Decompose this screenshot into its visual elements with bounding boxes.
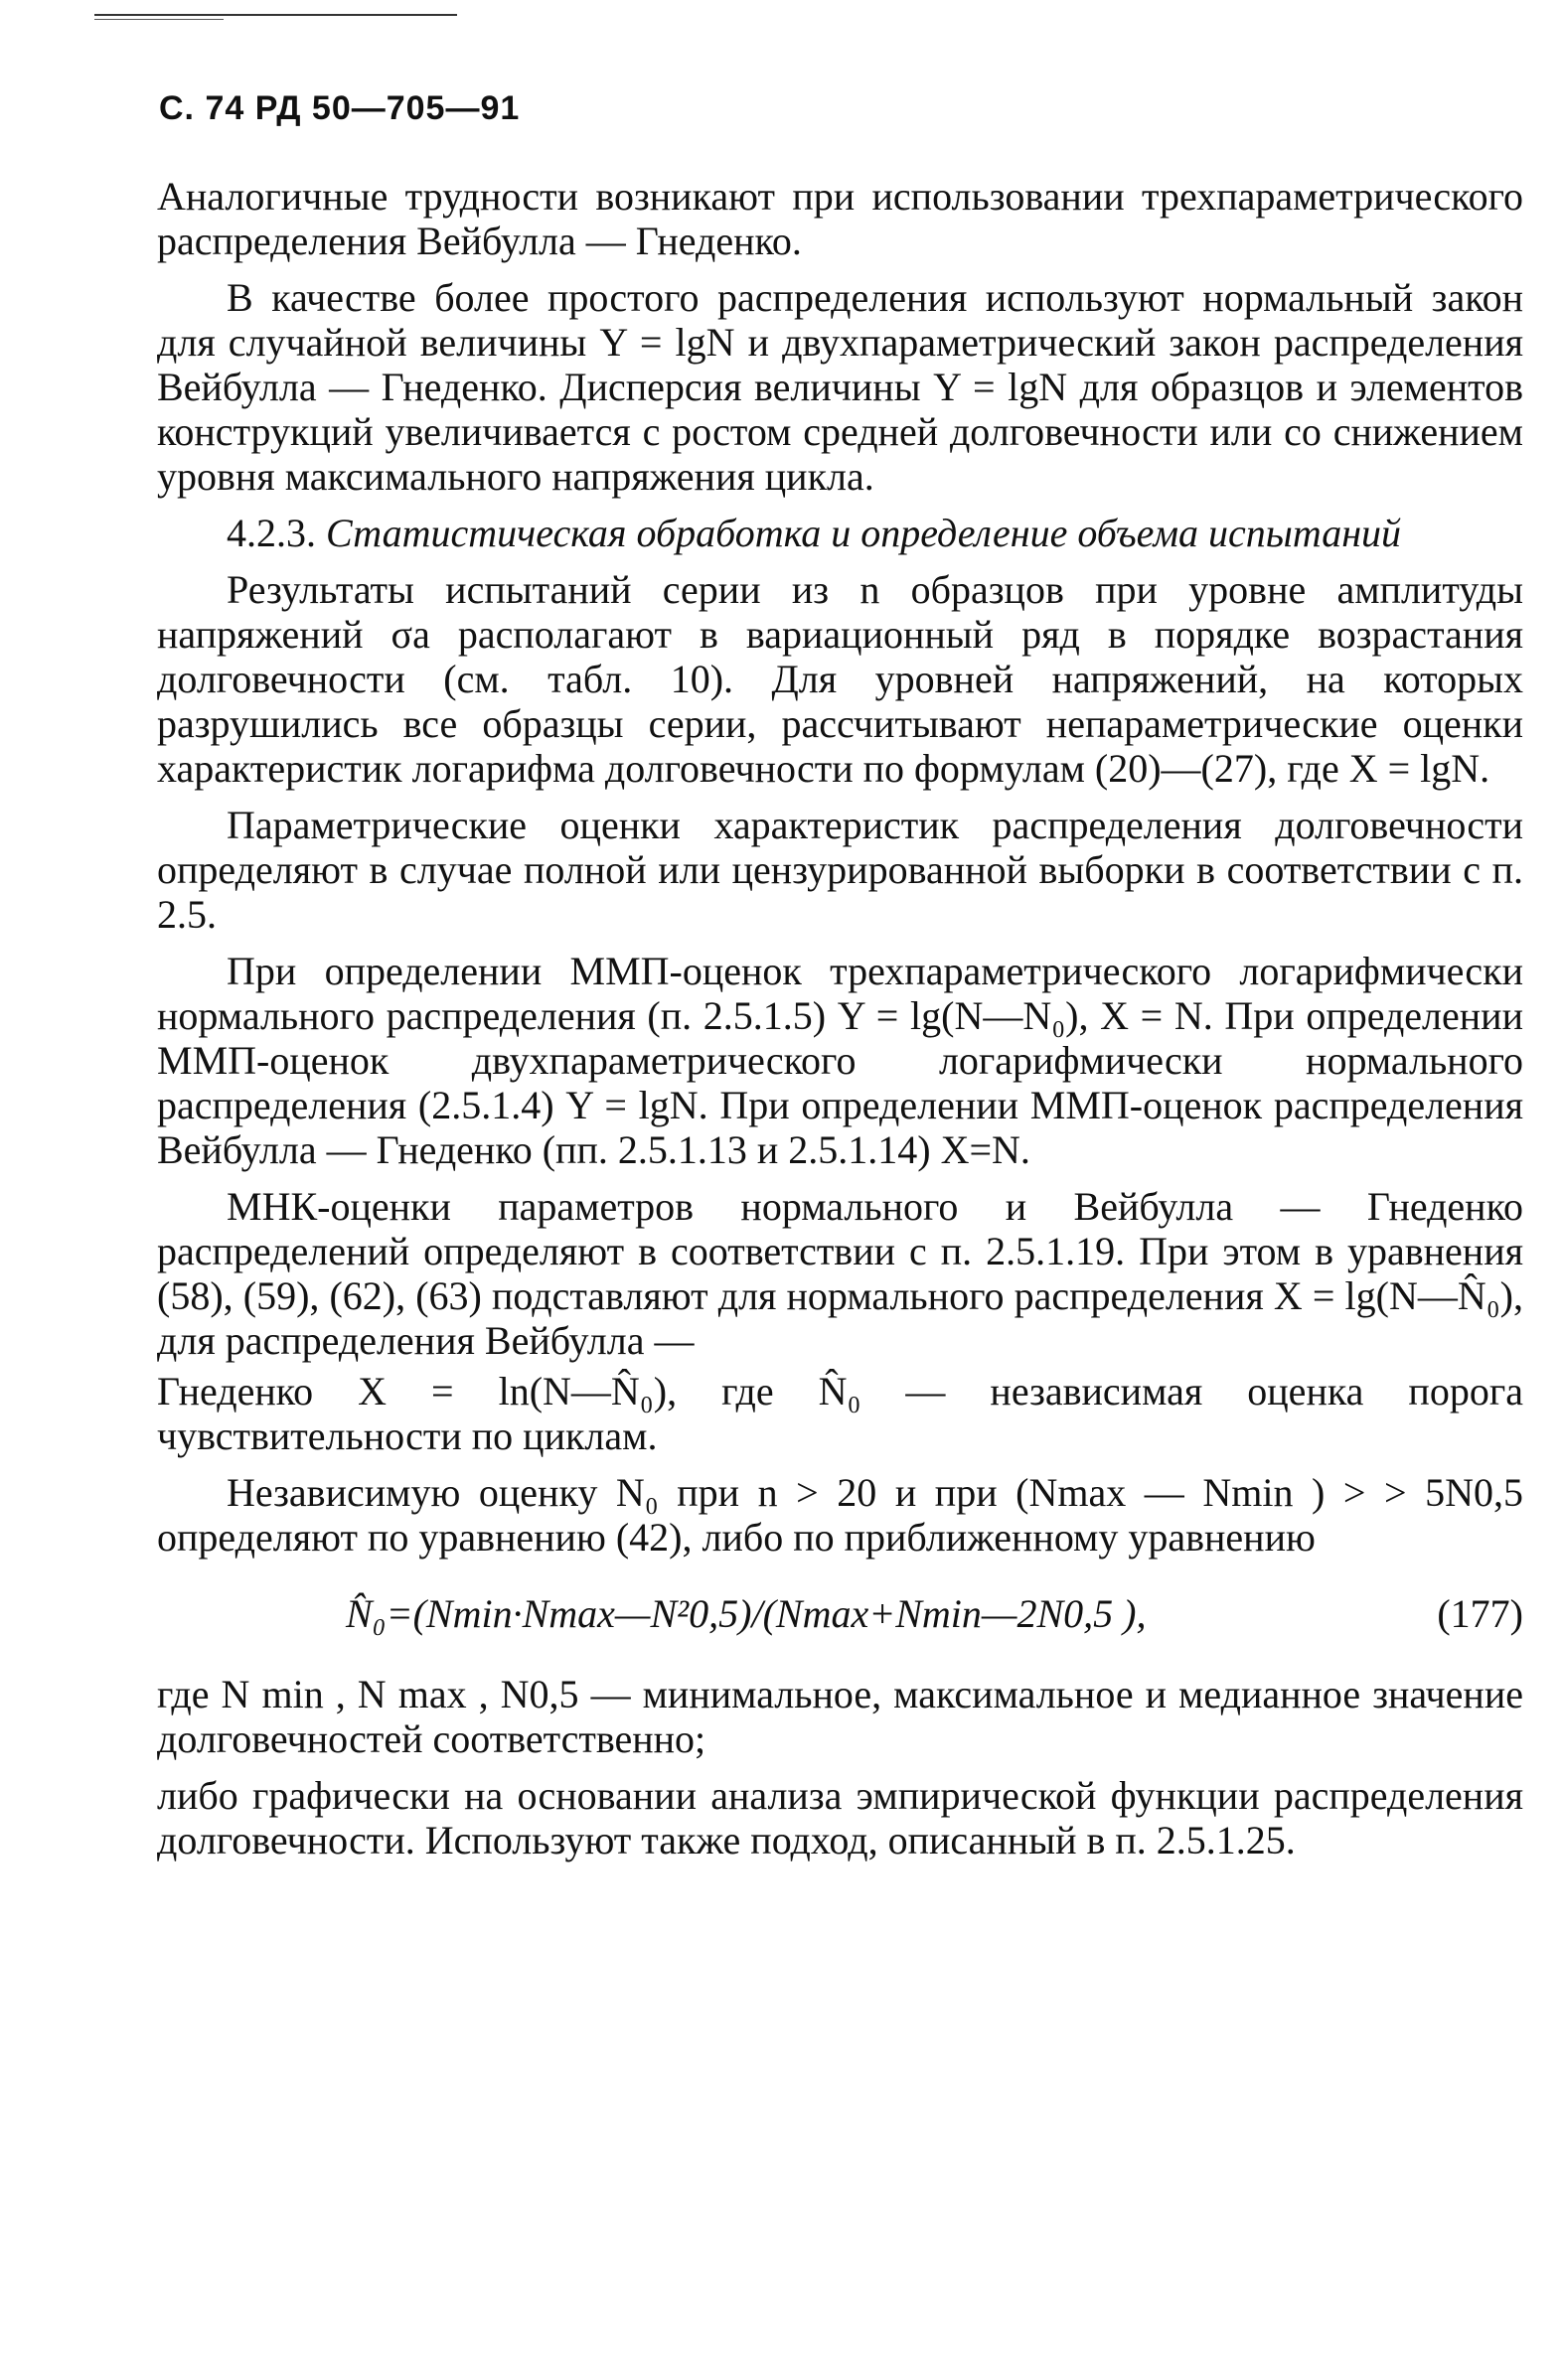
paragraph-7: Независимую оценку N₀ при n > 20 и при (Nmax — Nmin ) > > 5N0,5 определяют по уравнению (42), либо по приближенному уравнению — [157, 1470, 1523, 1560]
running-head: С. 74 РД 50—705—91 — [159, 89, 521, 127]
top-rule — [94, 14, 457, 16]
paragraph-3: Результаты испытаний серии из n образцов при уровне амплитуды напряжений σa располагают в вариационный ряд в порядке возрастания долговечности (см. табл. 10). Для уровней напряжений, на которых разрушились все образцы серии, рассчитывают непараметрические оценки характеристик логарифма долговечности по формулам (20)—(27), где X = lgN. — [157, 567, 1523, 791]
top-rule-short — [94, 19, 224, 20]
paragraph-9: либо графически на основании анализа эмпирической функции распределения долговечности. Используют также подход, описанный в п. 2.5.1.25. — [157, 1773, 1523, 1862]
formula-177 — [157, 1571, 1523, 1666]
paragraph-1: Аналогичные трудности возникают при использовании трехпараметрического распределения Вейбулла — Гнеденко. — [157, 174, 1523, 263]
paragraph-8: где N min , N max , N0,5 — минимальное, максимальное и медианное значение долговечностей соответственно; — [157, 1672, 1523, 1761]
section-number: 4.2.3. — [227, 511, 316, 555]
formula-expression: N̂₀=(Nmin·Nmax—N²0,5)/(Nmax+Nmin—2N0,5 ), — [346, 1591, 1147, 1636]
section-title: Статистическая обработка и определение объема испытаний — [326, 511, 1402, 555]
page-body — [157, 174, 1523, 1874]
paragraph-5: При определении ММП-оценок трехпараметрического логарифмически нормального распределения (п. 2.5.1.5) Y = lg(N—N₀), X = N. При определении ММП-оценок двухпараметрического логарифмически нормального распределения (2.5.1.4) Y = lgN. При определении ММП-оценок распределения Вейбулла — Гнеденко (пп. 2.5.1.13 и 2.5.1.14) X=N. — [157, 949, 1523, 1172]
section-heading — [157, 511, 1523, 555]
formula-number: (177) — [1437, 1591, 1523, 1636]
paragraph-6b: Гнеденко X = ln(N—N̂₀), где N̂₀ — независимая оценка порога чувствительности по циклам. — [157, 1369, 1523, 1458]
paragraph-4: Параметрические оценки характеристик распределения долговечности определяют в случае полной или цензурированной выборки в соответствии с п. 2.5. — [157, 803, 1523, 937]
paragraph-6a: МНК-оценки параметров нормального и Вейбулла — Гнеденко распределений определяют в соответствии с п. 2.5.1.19. При этом в уравнения (58), (59), (62), (63) подставляют для нормального распределения X = lg(N—N̂₀), для распределения Вейбулла — — [157, 1184, 1523, 1363]
paragraph-2: В качестве более простого распределения используют нормальный закон для случайной величины Y = lgN и двухпараметрический закон распределения Вейбулла — Гнеденко. Дисперсия величины Y = lgN для образцов и элементов конструкций увеличивается с ростом средней долговечности или со снижением уровня максимального напряжения цикла. — [157, 275, 1523, 499]
